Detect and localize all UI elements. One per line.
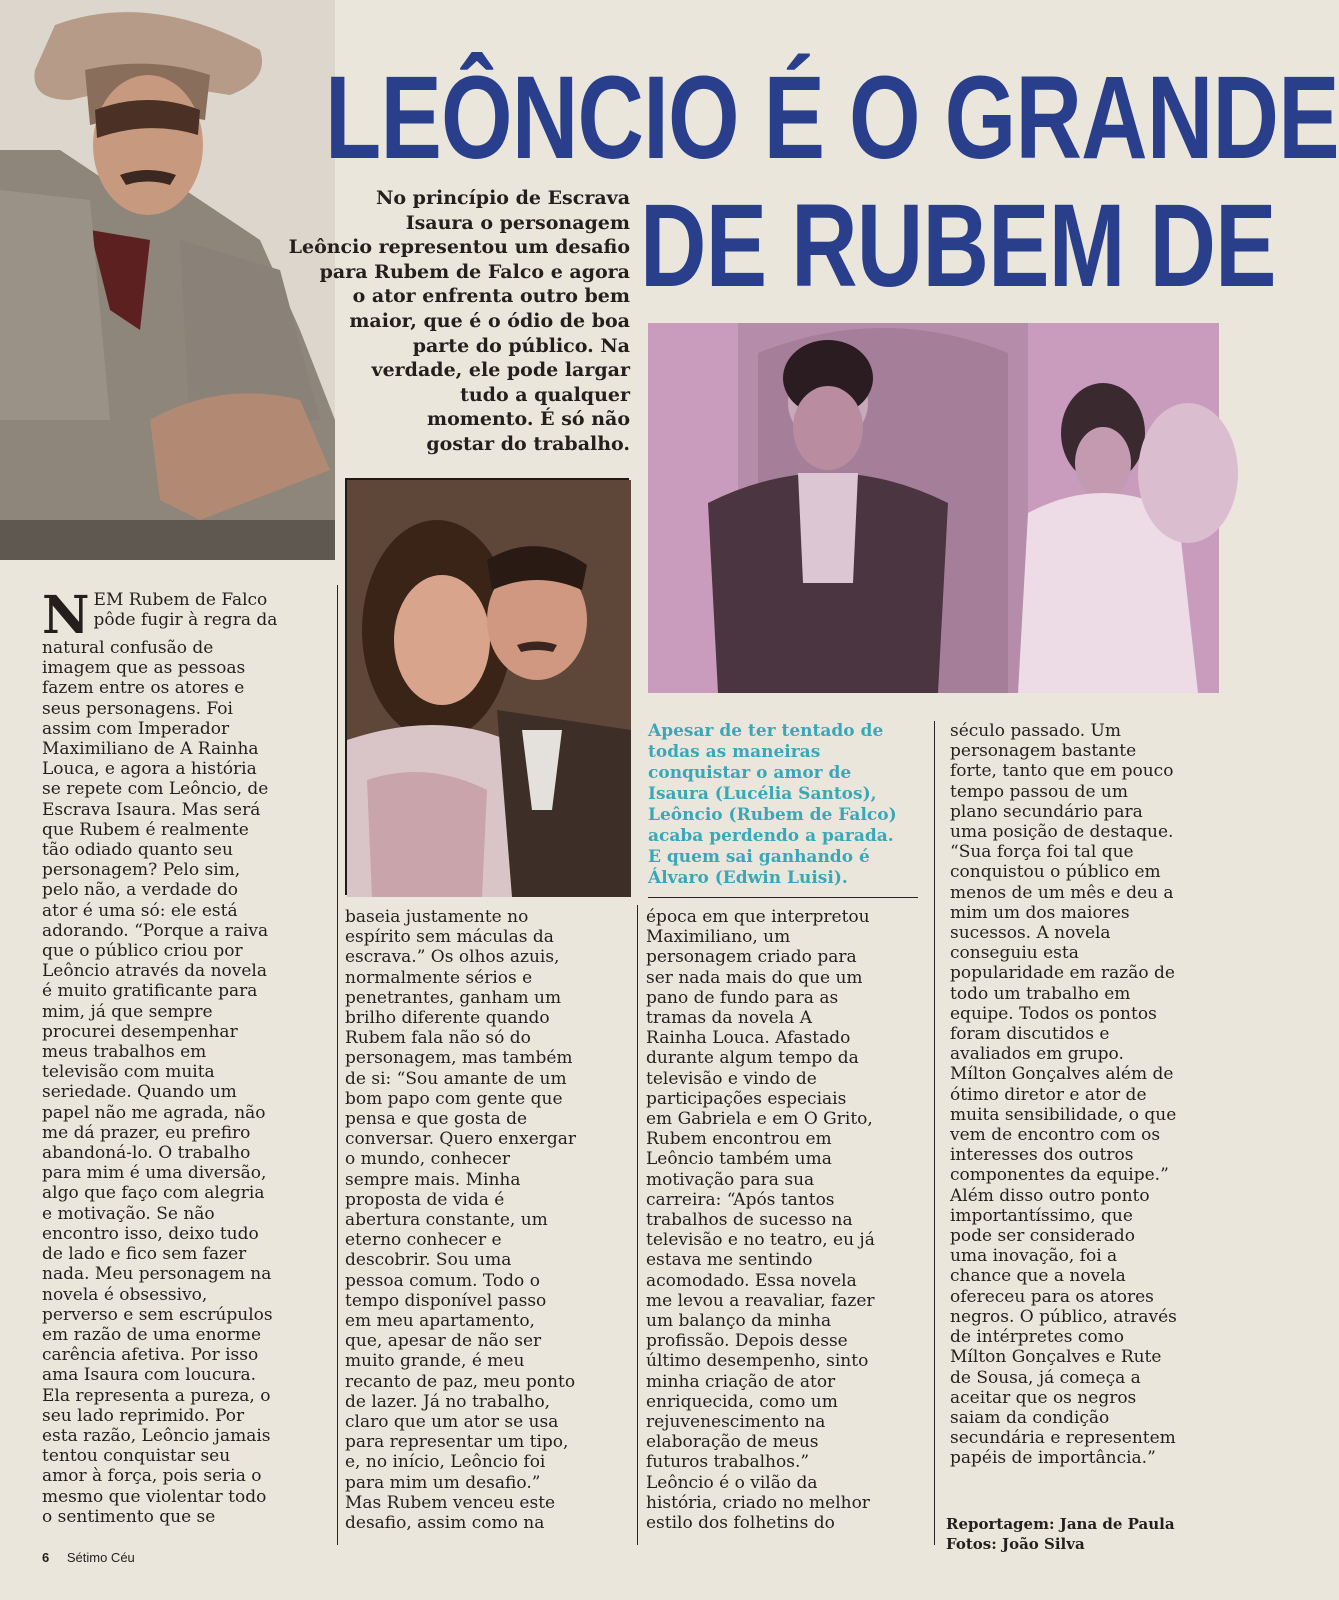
text-line: Louca, e agora a história [42,759,257,780]
text-line: abertura constante, um [345,1210,548,1231]
text-line: sucessos. A novela [950,923,1111,944]
text-line: amor à força, pois seria o [42,1466,262,1487]
text-line: carência afetiva. Por isso [42,1345,259,1366]
text-line: conquistou o público em [950,862,1161,883]
intro-deck [250,186,630,457]
col1-opening [42,585,332,646]
text-line: popularidade em razão de [950,963,1175,984]
text-line: de si: “Sou amante de um [345,1068,567,1089]
text-line: que o público criou por [42,941,243,962]
text-line: proposta de vida é [345,1189,505,1210]
page-number: 6 [42,1550,50,1565]
text-line: se repete com Leôncio, de [42,779,269,800]
text-line: tentou conquistar seu [42,1446,231,1467]
text-line: motivação para sua [646,1169,815,1190]
col1-first-line: EM Rubem de Falco [93,590,268,610]
text-line: rejuvenescimento na [646,1412,826,1433]
text-line: penetrantes, ganham um [345,987,562,1008]
text-line: normalmente sérios e [345,967,533,988]
text-line: papel não me agrada, não [42,1102,266,1123]
text-line: tempo disponível passo [345,1290,547,1311]
text-line: durante algum tempo da [646,1048,859,1069]
text-line: mim, já que sempre [42,1001,213,1022]
text-line: desafio, assim como na [345,1513,545,1534]
deck-line: maior, que é o ódio de boa [349,309,630,332]
text-line: enriquecida, como um [646,1391,838,1412]
headline-line-2: DE RUBEM DE [640,180,1276,312]
text-line: meus trabalhos em [42,1042,207,1063]
text-line: adorando. “Porque a raiva [42,920,269,941]
text-line: que, apesar de não ser [345,1331,542,1352]
deck-line: gostar do trabalho. [426,432,630,455]
text-line: ser nada mais do que um [646,967,863,988]
text-line: televisão com muita [42,1062,215,1083]
article-column-1 [42,585,332,1527]
text-line: o mundo, conhecer [345,1149,511,1170]
text-line: plano secundário para [950,801,1143,822]
text-line: pode ser considerado [950,1226,1135,1247]
caption-line: E quem sai ganhando é [648,847,870,867]
text-line: foram discutidos e [950,1024,1110,1045]
text-line: importantíssimo, que [950,1205,1133,1226]
credit-photos: Fotos: João Silva [946,1535,1085,1553]
text-line: novela é obsessivo, [42,1284,208,1305]
text-line: Leôncio é o vilão da [646,1472,818,1493]
text-line: conversar. Quero enxergar [345,1129,577,1150]
rule-col2-col3 [637,905,638,1545]
text-line: seus personagens. Foi [42,698,233,719]
text-line: fazem entre os atores e [42,678,245,699]
text-line: vem de encontro com os [950,1125,1161,1146]
deck-line: No princípio de Escrava [376,187,630,209]
text-line: abandoná-lo. O trabalho [42,1143,251,1164]
text-line: o sentimento que se [42,1506,216,1527]
text-line: de intérpretes como [950,1327,1124,1348]
text-line: baseia justamente no [345,907,529,927]
text-line: ama Isaura com loucura. [42,1365,257,1386]
text-line: pensa e que gosta de [345,1109,528,1130]
text-line: muita sensibilidade, o que [950,1104,1177,1125]
col1-first-line: pôde fugir à regra da [93,610,278,631]
text-line: elaboração de meus [646,1432,819,1453]
text-line: para mim é uma diversão, [42,1163,267,1184]
text-line: espírito sem máculas da [345,927,554,948]
text-line: tempo passou de um [950,781,1129,802]
text-line: Rainha Louca. Afastado [646,1028,851,1049]
text-line: menos de um mês e deu a [950,882,1174,903]
text-line: me levou a reavaliar, fazer [646,1290,875,1311]
deck-line: para Rubem de Falco e agora [319,260,630,283]
text-line: para representar um tipo, [345,1432,569,1453]
deck-line: o ator enfrenta outro bem [352,285,630,308]
text-line: estava me sentindo [646,1250,813,1271]
deck-line: Leôncio representou um desafio [288,236,630,259]
text-line: conseguiu esta [950,943,1079,964]
scene-illustration [648,323,1219,693]
text-line: forte, tanto que em pouco [950,761,1174,782]
text-line: descobrir. Sou uma [345,1250,512,1271]
headline-line-1: LEÔNCIO É O GRANDE [325,52,1339,184]
couple-illustration [347,480,631,897]
text-line: em meu apartamento, [345,1311,535,1332]
caption-line: Isaura (Lucélia Santos), [648,784,877,804]
photo-caption [648,721,918,889]
text-line: secundária e representem [950,1428,1176,1449]
text-line: personagem? Pelo sim, [42,860,241,881]
text-line: perverso e sem escrúpulos [42,1304,273,1325]
text-line: personagem criado para [646,947,857,968]
text-line: Mílton Gonçalves e Rute [950,1347,1162,1368]
text-line: “Sua força foi tal que [950,842,1134,863]
text-line: algo que faço com alegria [42,1183,265,1204]
text-line: que Rubem é realmente [42,819,249,840]
col1-body [42,638,332,1527]
rule-col1-col2 [337,585,338,1545]
text-line: televisão e no teatro, eu já [646,1230,875,1251]
caption-line: Apesar de ter tentado de [648,721,884,741]
text-line: seriedade. Quando um [42,1082,237,1103]
text-line: e, no início, Leôncio foi [345,1452,546,1473]
text-line: futuros trabalhos.” [646,1452,810,1473]
caption-line: acaba perdendo a parada. [648,826,894,846]
text-line: personagem bastante [950,741,1137,762]
text-line: profissão. Depois desse [646,1331,848,1352]
caption-line: conquistar o amor de [648,763,852,783]
text-line: pano de fundo para as [646,987,839,1008]
text-line: negros. O público, através [950,1306,1177,1327]
text-line: acomodado. Essa novela [646,1270,857,1291]
text-line: pelo não, a verdade do [42,880,238,901]
photo-couple [345,478,629,895]
text-line: natural confusão de [42,638,214,658]
deck-line: verdade, ele pode largar [371,359,630,382]
text-line: século passado. Um [950,721,1122,741]
text-line: personagem, mas também [345,1048,573,1069]
caption-line: Leôncio (Rubem de Falco) [648,805,897,825]
text-line: estilo dos folhetins do [646,1513,835,1534]
article-column-3 [646,907,931,1533]
text-line: esta razão, Leôncio jamais [42,1425,271,1446]
text-line: encontro isso, deixo tudo [42,1223,259,1244]
text-line: carreira: “Após tantos [646,1189,835,1210]
text-line: Mílton Gonçalves além de [950,1064,1174,1085]
deck-line: tudo a qualquer [460,383,630,406]
photo-scene [648,323,1219,693]
deck-line: momento. É só não [426,408,630,431]
magazine-name: Sétimo Céu [66,1550,135,1565]
text-line: de Sousa, já começa a [950,1367,1141,1388]
text-line: de lado e fico sem fazer [42,1244,247,1265]
text-line: de lazer. Já no trabalho, [345,1391,551,1412]
text-line: aceitar que os negros [950,1387,1137,1408]
text-line: ofereceu para os atores [950,1286,1154,1307]
text-line: Leôncio também uma [646,1149,832,1170]
page-footer [42,1550,135,1565]
text-line: escrava.” Os olhos azuis, [345,947,560,968]
text-line: eterno conhecer e [345,1230,502,1251]
text-line: tramas da novela A [646,1008,812,1029]
text-line: minha criação de ator [646,1371,836,1392]
text-line: Escrava Isaura. Mas será [42,799,261,820]
text-line: procurei desempenhar [42,1021,238,1042]
deck-line: parte do público. Na [412,334,630,357]
credit-report: Reportagem: Jana de Paula [946,1515,1175,1533]
text-line: é muito gratificante para [42,981,258,1002]
text-line: pessoa comum. Todo o [345,1270,540,1291]
text-line: chance que a novela [950,1266,1126,1287]
drop-cap: N [42,585,90,646]
text-line: papéis de importância.” [950,1448,1156,1469]
text-line: brilho diferente quando [345,1008,550,1029]
text-line: avaliados em grupo. [950,1044,1124,1065]
text-line: Maximiliano de A Rainha [42,739,259,760]
text-line: saiam da condição [950,1407,1110,1428]
text-line: uma inovação, foi a [950,1246,1118,1267]
text-line: e motivação. Se não [42,1203,215,1224]
text-line: mesmo que violentar todo [42,1486,267,1507]
text-line: uma posição de destaque. [950,822,1174,843]
article-column-2 [345,907,633,1533]
text-line: em razão de uma enorme [42,1324,262,1345]
text-line: participações especiais [646,1088,847,1109]
text-line: assim com Imperador [42,718,230,739]
text-line: recanto de paz, meu ponto [345,1371,576,1392]
rule-col3-col4 [934,721,935,1545]
text-line: ótimo diretor e ator de [950,1084,1147,1105]
text-line: Rubem fala não só do [345,1028,531,1049]
deck-line: Isaura o personagem [405,211,630,234]
text-line: bom papo com gente que [345,1088,563,1109]
text-line: nada. Meu personagem na [42,1264,272,1285]
text-line: história, criado no melhor [646,1492,870,1513]
text-line: Rubem encontrou em [646,1129,832,1150]
article-column-4 [950,721,1219,1469]
text-line: imagem que as pessoas [42,658,246,679]
rule-caption-bottom [648,897,918,898]
text-line: todo um trabalho em [950,983,1131,1004]
text-line: tão odiado quanto seu [42,840,233,861]
text-line: trabalhos de sucesso na [646,1210,853,1231]
text-line: para mim um desafio.” [345,1472,541,1493]
text-line: último desempenho, sinto [646,1351,869,1372]
text-line: me dá prazer, eu prefiro [42,1122,251,1143]
text-line: Maximiliano, um [646,927,791,948]
text-line: mim um dos maiores [950,902,1130,923]
text-line: um balanço da minha [646,1311,832,1332]
text-line: Ela representa a pureza, o [42,1385,271,1406]
credits [946,1514,1175,1554]
text-line: claro que um ator se usa [345,1412,559,1433]
text-line: seu lado reprimido. Por [42,1405,245,1426]
text-line: em Gabriela e em O Grito, [646,1109,873,1130]
text-line: sempre mais. Minha [345,1169,521,1190]
text-line: componentes da equipe.” [950,1165,1169,1186]
text-line: Leôncio através da novela [42,961,267,982]
text-line: Além disso outro ponto [950,1185,1150,1206]
text-line: época em que interpretou [646,907,870,927]
caption-line: Álvaro (Edwin Luisi). [648,868,848,888]
text-line: televisão e vindo de [646,1068,817,1089]
text-line: interesses dos outros [950,1145,1134,1166]
caption-line: todas as maneiras [648,742,821,762]
text-line: equipe. Todos os pontos [950,1003,1157,1024]
text-line: Mas Rubem venceu este [345,1492,556,1513]
text-line: muito grande, é meu [345,1351,525,1372]
text-line: ator é uma só: ele está [42,900,238,921]
